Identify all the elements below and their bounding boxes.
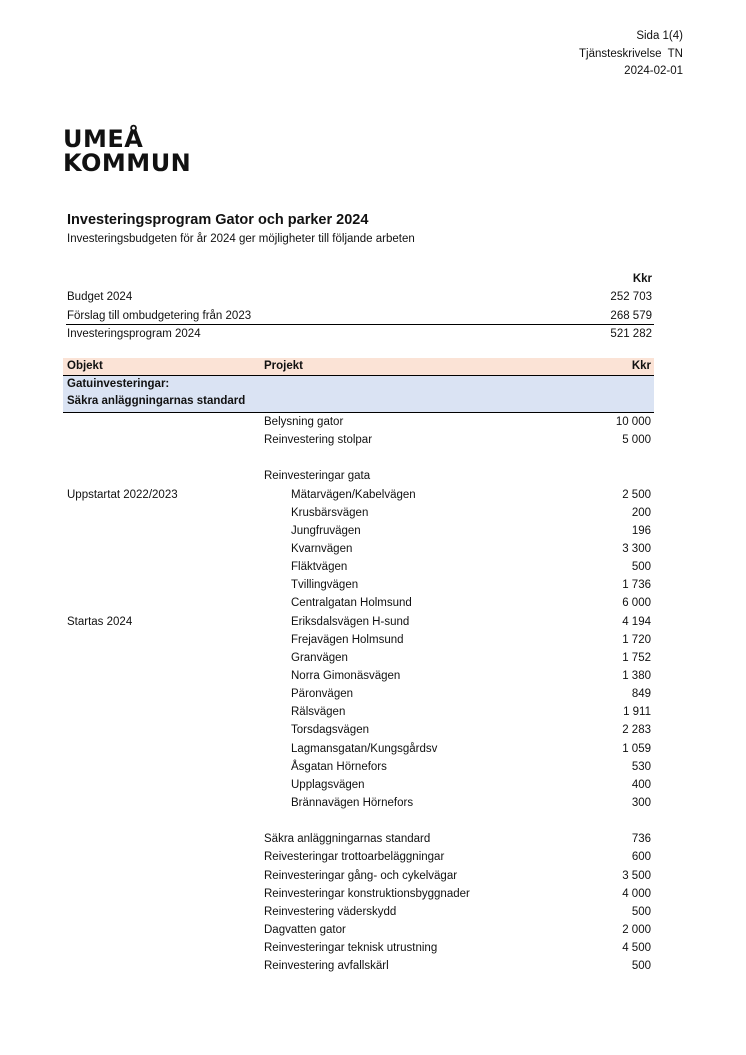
column-header-objekt: Objekt [67, 360, 103, 372]
summary-unit: Kkr [632, 273, 652, 285]
cell-kkr: 400 [631, 778, 651, 791]
cell-objekt [63, 703, 264, 721]
cell-kkr: 2 000 [622, 923, 651, 936]
table-row [63, 758, 654, 776]
summary-unit-row [66, 270, 654, 288]
projekt-text: Rälsvägen [291, 706, 346, 719]
table-row [63, 594, 654, 612]
table-row [63, 830, 654, 848]
table-row [63, 649, 654, 667]
cell-projekt [264, 413, 574, 431]
cell-kkr: 1 736 [622, 579, 651, 592]
projekt-text: Fläktvägen [291, 561, 348, 574]
projekt-text: Reivesteringar trottoarbeläggningar [264, 851, 445, 864]
cell-objekt [63, 594, 264, 612]
summary-row-total [66, 325, 654, 343]
cell-kkr: 4 000 [622, 887, 651, 900]
cell-objekt [63, 576, 264, 594]
cell-projekt [264, 540, 574, 558]
cell-kkr: 2 500 [622, 488, 651, 501]
logo-line-1: UMEÅ [63, 125, 144, 153]
table-row [63, 558, 654, 576]
cell-objekt [63, 504, 264, 522]
page-number: Sida 1(4) [636, 30, 683, 42]
cell-kkr: 500 [631, 905, 651, 918]
cell-kkr: 1 911 [623, 706, 651, 719]
cell-projekt [264, 939, 574, 957]
projekt-text: Päronvägen [291, 688, 354, 701]
table-row [63, 667, 654, 685]
group-ovriga [63, 830, 654, 975]
table-row [63, 413, 654, 431]
table-row [63, 613, 654, 631]
investment-table [63, 358, 654, 975]
cell-projekt [264, 758, 574, 776]
cell-kkr: 3 500 [622, 869, 651, 882]
cell-kkr: 600 [631, 851, 651, 864]
cell-objekt [63, 848, 264, 866]
document-date: 2024-02-01 [624, 65, 683, 77]
table-row [63, 903, 654, 921]
budget-summary [66, 270, 654, 343]
page-title: Investeringsprogram Gator och parker 2024 [67, 212, 369, 228]
group-title-row [63, 467, 654, 485]
projekt-text: Reinvestering väderskydd [264, 905, 397, 918]
cell-projekt [264, 848, 574, 866]
cell-projekt [264, 776, 574, 794]
cell-projekt [264, 649, 574, 667]
column-header-projekt: Projekt [264, 360, 303, 372]
cell-projekt [264, 631, 574, 649]
table-row [63, 867, 654, 885]
projekt-text: Åsgatan Hörnefors [291, 760, 387, 773]
cell-projekt [264, 558, 574, 576]
cell-projekt [264, 903, 574, 921]
column-header-kkr: Kkr [631, 360, 651, 372]
cell-objekt [63, 921, 264, 939]
group-belysning [63, 413, 654, 449]
cell-projekt [264, 685, 574, 703]
cell-kkr: 849 [631, 688, 651, 701]
cell-kkr: 4 194 [622, 615, 651, 628]
cell-kkr: 1 752 [622, 651, 651, 664]
cell-kkr: 200 [631, 506, 651, 519]
cell-objekt [63, 431, 264, 449]
group-reinvesteringar-gata [63, 486, 654, 813]
cell-kkr: 736 [631, 833, 651, 846]
projekt-text: Centralgatan Holmsund [291, 597, 412, 610]
projekt-text: Kvarnvägen [291, 542, 353, 555]
cell-kkr: 2 283 [622, 724, 651, 737]
projekt-text: Reinvestering stolpar [264, 434, 373, 447]
cell-objekt [63, 939, 264, 957]
section-subtitle: Säkra anläggningarnas standard [67, 395, 246, 407]
summary-value: 268 579 [610, 309, 652, 322]
cell-objekt [63, 558, 264, 576]
cell-kkr: 1 059 [622, 742, 651, 755]
summary-value: 252 703 [610, 291, 652, 304]
cell-kkr: 1 380 [622, 669, 651, 682]
cell-kkr: 4 500 [622, 942, 651, 955]
cell-projekt [264, 885, 574, 903]
cell-objekt: Startas 2024 [67, 615, 133, 628]
cell-projekt [264, 721, 574, 739]
summary-label: Förslag till ombudgetering från 2023 [67, 309, 252, 322]
table-row [63, 740, 654, 758]
cell-objekt [63, 740, 264, 758]
table-row [63, 576, 654, 594]
section-header [63, 376, 654, 413]
table-header-row [63, 358, 654, 376]
summary-row [66, 307, 654, 325]
cell-kkr: 1 720 [622, 633, 651, 646]
projekt-text: Krusbärsvägen [291, 506, 369, 519]
table-row [63, 885, 654, 903]
projekt-text: Upplagsvägen [291, 778, 365, 791]
document-header [579, 28, 683, 81]
cell-projekt [264, 867, 574, 885]
cell-projekt [264, 522, 574, 540]
cell-kkr: 500 [631, 561, 651, 574]
projekt-text: Belysning gator [264, 416, 344, 428]
summary-label: Investeringsprogram 2024 [67, 327, 201, 340]
cell-projekt [264, 576, 574, 594]
cell-objekt [63, 721, 264, 739]
table-row [63, 794, 654, 812]
cell-projekt [264, 921, 574, 939]
cell-objekt: Uppstartat 2022/2023 [67, 488, 178, 501]
table-row [63, 522, 654, 540]
projekt-text: Reinvesteringar teknisk utrustning [264, 942, 438, 955]
cell-projekt [264, 794, 574, 812]
projekt-text: Reinvesteringar konstruktionsbyggnader [264, 887, 470, 900]
table-row [63, 685, 654, 703]
cell-kkr: 5 000 [622, 434, 651, 447]
summary-value: 521 282 [610, 327, 652, 340]
projekt-text: Frejavägen Holmsund [291, 633, 404, 646]
projekt-text: Dagvatten gator [264, 923, 346, 936]
table-row [63, 540, 654, 558]
section-title: Gatuinvesteringar: [67, 378, 170, 390]
cell-projekt [264, 594, 574, 612]
cell-projekt [264, 504, 574, 522]
cell-objekt [63, 540, 264, 558]
table-row [63, 957, 654, 975]
cell-objekt [63, 649, 264, 667]
umea-kommun-logo [63, 127, 191, 175]
cell-objekt [63, 794, 264, 812]
projekt-text: Eriksdalsvägen H-sund [291, 615, 410, 628]
cell-projekt [264, 431, 574, 449]
cell-kkr: 10 000 [615, 416, 651, 428]
table-row [63, 486, 654, 504]
projekt-text: Lagmansgatan/Kungsgårdsv [291, 742, 438, 755]
projekt-text: Säkra anläggningarnas standard [264, 833, 431, 846]
cell-kkr: 3 300 [622, 542, 651, 555]
page-subtitle: Investeringsbudgeten för år 2024 ger möjligheter till följande arbeten [67, 233, 415, 245]
cell-objekt [63, 522, 264, 540]
cell-objekt [63, 903, 264, 921]
table-row [63, 431, 654, 449]
cell-objekt [63, 631, 264, 649]
table-row [63, 721, 654, 739]
cell-projekt [264, 830, 574, 848]
cell-objekt [63, 413, 264, 431]
cell-projekt [264, 740, 574, 758]
cell-projekt [264, 703, 574, 721]
cell-kkr: 530 [631, 760, 651, 773]
document-type: Tjänsteskrivelse TN [579, 47, 683, 60]
cell-kkr: 196 [631, 524, 651, 537]
cell-projekt [264, 613, 574, 631]
projekt-text: Granvägen [291, 651, 348, 664]
group-title: Reinvesteringar gata [264, 470, 371, 483]
logo-line-2: KOMMUN [63, 149, 192, 177]
table-row [63, 631, 654, 649]
table-row [63, 939, 654, 957]
projekt-text: Mätarvägen/Kabelvägen [291, 488, 416, 501]
projekt-text: Reinvesteringar gång- och cykelvägar [264, 869, 458, 882]
summary-row [66, 288, 654, 306]
cell-objekt [63, 685, 264, 703]
projekt-text: Norra Gimonäsvägen [291, 669, 401, 682]
projekt-text: Reinvestering avfallskärl [264, 960, 389, 973]
table-row [63, 776, 654, 794]
projekt-text: Jungfruvägen [291, 524, 361, 537]
cell-projekt [264, 957, 574, 975]
projekt-text: Brännavägen Hörnefors [291, 796, 414, 809]
cell-objekt [63, 776, 264, 794]
cell-objekt [63, 830, 264, 848]
table-row [63, 921, 654, 939]
cell-projekt [264, 667, 574, 685]
cell-objekt [63, 957, 264, 975]
spacer [63, 449, 654, 467]
cell-objekt [63, 667, 264, 685]
spacer [63, 812, 654, 830]
cell-objekt [63, 885, 264, 903]
projekt-text: Tvillingvägen [291, 579, 359, 592]
table-row [63, 848, 654, 866]
cell-kkr: 300 [631, 796, 651, 809]
projekt-text: Torsdagsvägen [291, 724, 369, 737]
cell-objekt [63, 758, 264, 776]
summary-label: Budget 2024 [67, 291, 133, 304]
cell-projekt [264, 486, 574, 504]
cell-kkr: 6 000 [622, 597, 651, 610]
cell-kkr: 500 [631, 960, 651, 973]
table-row [63, 703, 654, 721]
cell-objekt [63, 867, 264, 885]
table-row [63, 504, 654, 522]
